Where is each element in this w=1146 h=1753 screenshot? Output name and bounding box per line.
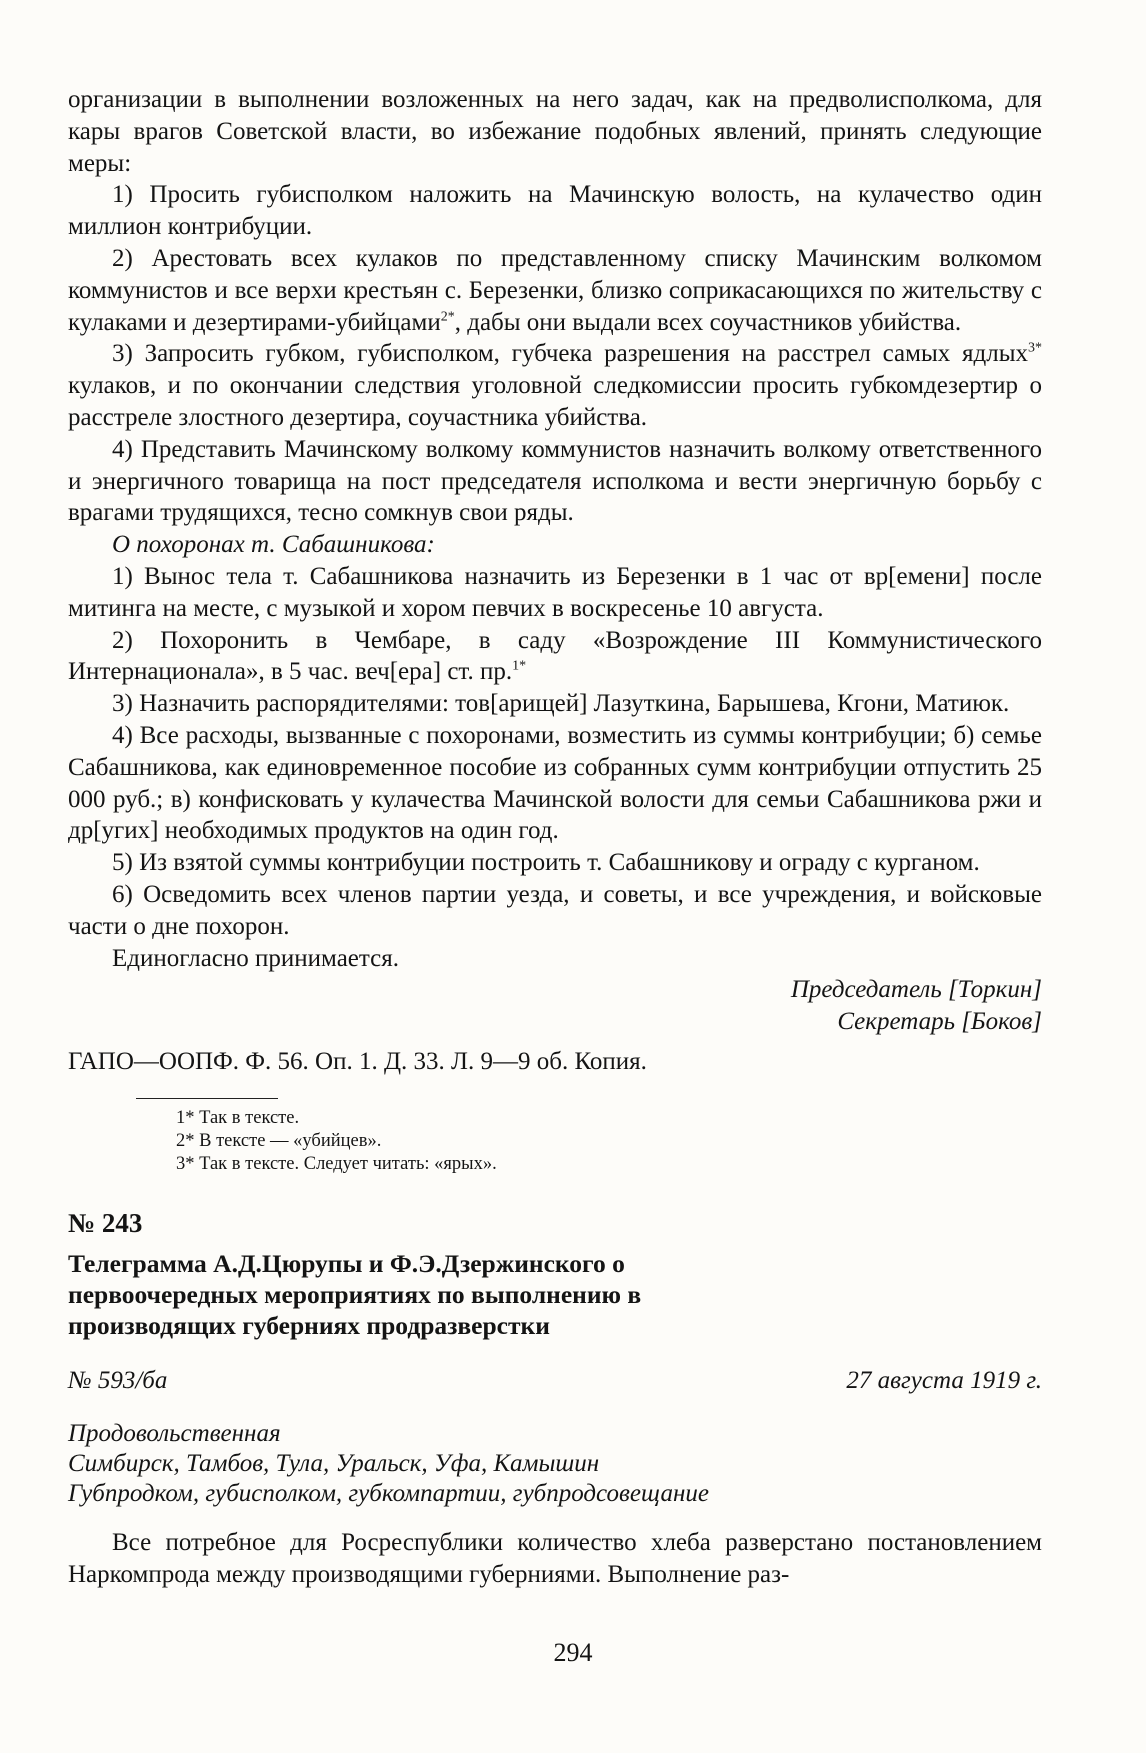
footnote-divider [136, 1098, 278, 1099]
telegram-date: 27 августа 1919 г. [846, 1366, 1042, 1394]
telegram-ref-number: № 593/ба [68, 1366, 168, 1394]
footnote-1 [176, 1107, 1042, 1130]
chairman-signature: Председатель [Торкин] [790, 976, 1042, 1004]
funeral-4: 4) Все расходы, вызванные с похоронами, возместить из суммы контрибуции; б) семье Сабашникова, как единовременное пособие из собранных сумм контрибуции отпустить 25 000 руб.; в) конфисковать у кулачества Мачинской волости для семьи Сабашникова ржи и др[угих] необходимых продуктов на один год. [68, 721, 1042, 845]
funeral-2 [68, 625, 1042, 689]
funeral-2-text: 2) Похоронить в Чембаре, в саду «Возрождение III Коммунистического Интернационала», в 5 час. веч[ера] ст. пр. [68, 626, 1042, 686]
addressees [68, 1419, 1042, 1509]
page-number: 294 [553, 1638, 593, 1667]
measure-1: 1) Просить губисполком наложить на Мачинскую волость, на кулачество один миллион контрибуции. [68, 181, 1042, 241]
telegram-paragraph: Все потребное для Росреспублики количество хлеба разверстано постановлением Наркомпрода между производящими губерниями. Выполнение раз- [68, 1528, 1042, 1588]
measure-3 [68, 338, 1042, 433]
protocol-text [68, 84, 1042, 974]
document-number: № 243 [68, 1207, 143, 1238]
funeral-5: 5) Из взятой суммы контрибуции построить т. Сабашникову и ограду с курганом. [112, 849, 980, 877]
funeral-6: 6) Осведомить всех членов партии уезда, и советы, и все учреждения, и войсковые части о дне похорон. [68, 880, 1042, 940]
footnote-text: В тексте — «убийцев». [199, 1130, 382, 1151]
footnote-ref[interactable]: 2* [440, 309, 455, 325]
addressee-line: Симбирск, Тамбов, Тула, Уральск, Уфа, Камышин [68, 1449, 600, 1477]
footnote-mark: 2* [176, 1130, 195, 1151]
measure-2-text: 2) Арестовать всех кулаков по представленному списку Мачинским волкомом коммунистов и все верхи крестьян с. Березенки, близко соприкасающихся по жительству с кулаками и дезертирами-убийцами [68, 244, 1042, 336]
footnote-ref[interactable]: 1* [512, 659, 527, 675]
footnotes [176, 1107, 1042, 1176]
funeral-heading: О похоронах т. Сабашникова: [112, 531, 435, 559]
footnote-mark: 1* [176, 1107, 195, 1128]
footnote-3 [176, 1153, 1042, 1176]
telegram-meta [68, 1367, 1042, 1395]
footnote-ref[interactable]: 3* [1028, 341, 1042, 357]
addressee-line: Продовольственная [68, 1419, 281, 1447]
telegram-body [68, 1527, 1042, 1591]
measure-3-text-end: кулаков, и по окончании следствия уголовной следкомиссии просить губкомдезертир о расстреле злостного дезертира, соучастника убийства. [68, 372, 1042, 431]
measure-3-text: 3) Запросить губком, губисполком, губчека разрешения на расстрел самых ядлых [112, 340, 1028, 368]
document-title: Телеграмма А.Д.Цюрупы и Ф.Э.Дзержинского о первоочередных мероприятиях по выполнению в производящих губерниях продразверстки [68, 1248, 642, 1340]
funeral-3: 3) Назначить распорядителями: тов[арищей] Лазуткина, Барышева, Кгони, Матиюк. [112, 690, 1010, 718]
measure-4: 4) Представить Мачинскому волкому коммунистов назначить волкому ответственного и энергичного товарища на пост председателя исполкома и вести энергичную борьбу с врагами трудящихся, тесно сомкнув свои ряды. [68, 435, 1042, 527]
footnote-2 [176, 1130, 1042, 1153]
footnote-mark: 3* [176, 1153, 195, 1174]
addressee-line: Губпродком, губисполком, губкомпартии, губпродсовещание [68, 1479, 709, 1507]
secretary-signature: Секретарь [Боков] [837, 1008, 1042, 1036]
measure-2-text-end: , дабы они выдали всех соучастников убийства. [454, 308, 962, 336]
unanimous-line: Единогласно принимается. [112, 944, 399, 972]
footnote-text: Так в тексте. Следует читать: «ярых». [199, 1153, 497, 1174]
footnote-text: Так в тексте. [199, 1107, 300, 1128]
archive-source: ГАПО—ООПФ. Ф. 56. Оп. 1. Д. 33. Л. 9—9 об. Копия. [68, 1047, 647, 1075]
paragraph: организации в выполнении возложенных на него задач, как на предволисполкома, для кары врагов Советской власти, во избежание подобных явлений, принять следующие меры: [68, 86, 1042, 177]
funeral-1: 1) Вынос тела т. Сабашникова назначить из Березенки в 1 час от вр[емени] после митинга на месте, с музыкой и хором певчих в воскресенье 10 августа. [68, 562, 1042, 622]
measure-2 [68, 243, 1042, 338]
